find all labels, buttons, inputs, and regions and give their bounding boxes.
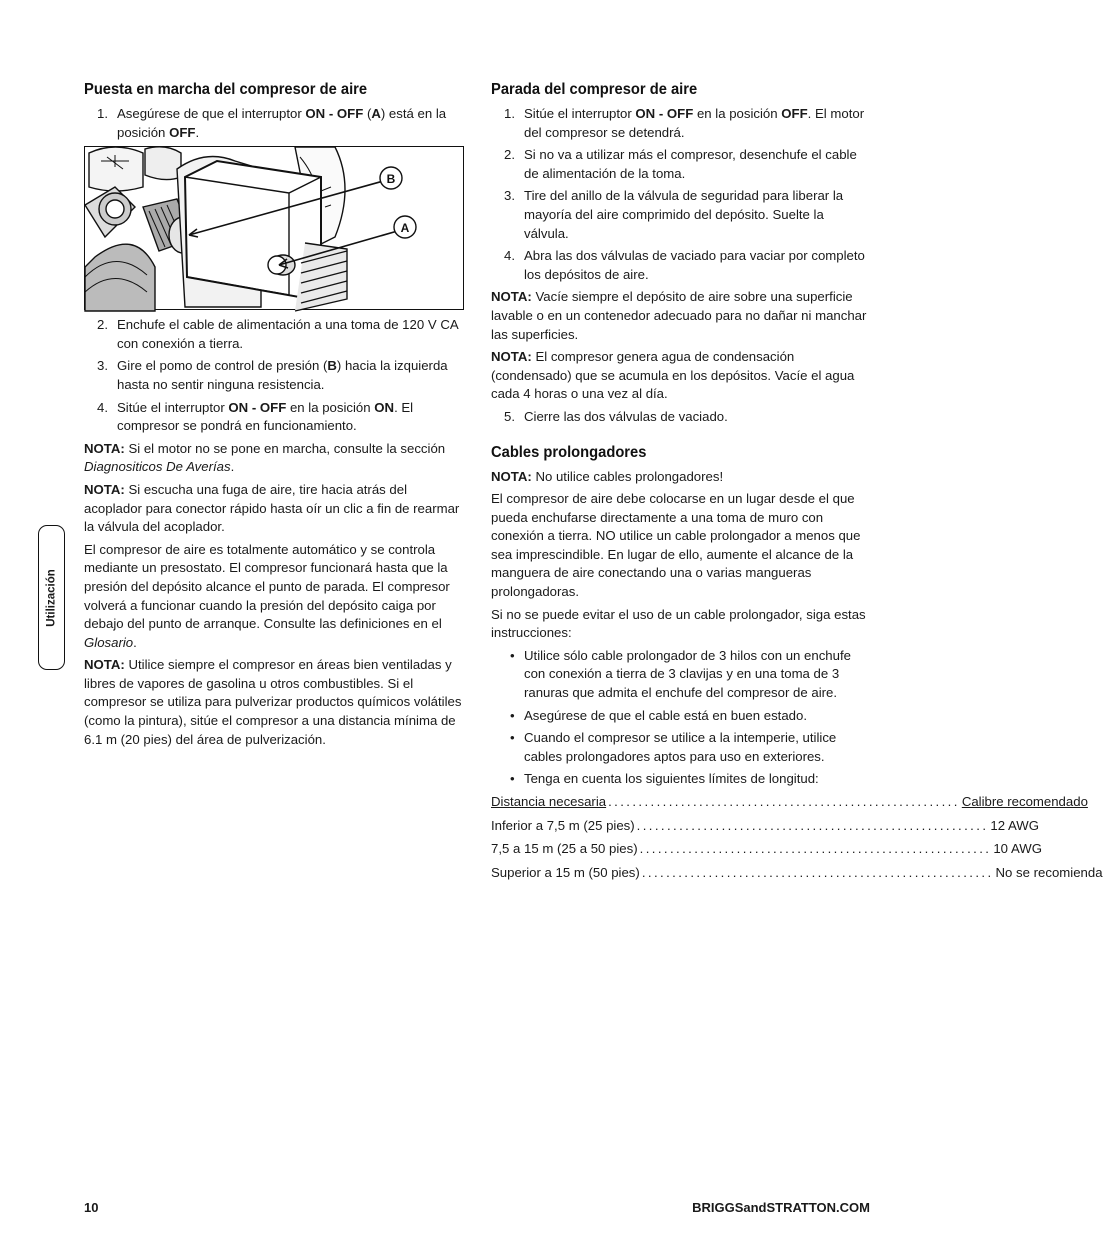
table-row: Inferior a 7,5 m (25 pies) .......................................................... 12 AWG <box>491 817 1040 833</box>
stop-step-3: 3. Tire del anillo de la válvula de seguridad para liberar la mayoría del aire comprimido del depósito. Suelte la válvula. <box>504 188 844 241</box>
callout-label-b: B <box>386 172 396 187</box>
step-number: 1. <box>504 106 515 121</box>
stop-step-4: 4. Abra las dos válvulas de vaciado para vaciar por completo los depósitos de aire. <box>504 248 865 282</box>
cord-length-table <box>491 793 1103 888</box>
table-header-row: Distancia necesaria .......................................................... Calibre recomendado <box>491 793 861 817</box>
stop-step-2: 2. Si no va a utilizar más el compresor, desenchufe el cable de alimentación de la toma. <box>504 147 857 181</box>
right-column <box>491 80 1103 888</box>
step-number: 4. <box>97 399 108 415</box>
footer-website: BRIGGSandSTRATTON.COM <box>692 1200 870 1215</box>
stop-heading: Parada del compresor de aire <box>491 81 698 98</box>
note-condensation: NOTA: El compresor genera agua de condensación (condensado) que se acumula en los depósitos. Vacíe el agua cada 4 horas o una vez al día. <box>491 349 855 402</box>
step-number: 3. <box>504 188 515 204</box>
side-tab-label: Utilización <box>45 568 58 627</box>
paragraph-placement: El compresor de aire debe colocarse en un lugar desde el que pueda enchufarse directamente a una toma de muro con conexión a tierra. NO utilice un cable prolongador a menos que sea imprescindible. En lugar de ello, aumente el alcance de la manguera de aire conectando una o varias mangueras prolongadoras. <box>491 491 861 600</box>
step-number: 4. <box>504 248 515 264</box>
stop-step-1: 1. Sitúe el interruptor ON - OFF en la posición OFF. El motor del compresor se detendrá. <box>504 106 865 140</box>
step-number: 2. <box>97 317 108 333</box>
header-distance: Distancia necesaria <box>491 794 607 809</box>
paragraph-instructions-intro: Si no se puede evitar el uso de un cable prolongador, siga estas instrucciones: <box>491 606 866 641</box>
step-number: 1. <box>97 106 108 121</box>
extension-cords-heading: Cables prolongadores <box>491 443 647 461</box>
startup-step-1: 1. Asegúrese de que el interruptor ON - OFF (A) está en la posición OFF. <box>97 106 447 140</box>
note-motor-not-starting: NOTA: Si el motor no se pone en marcha, consulte la sección Diagnositicos De Averías. <box>84 440 446 475</box>
troubleshooting-reference: Diagnositicos De Averías <box>84 459 231 475</box>
note-drain-surface: NOTA: Vacíe siempre el depósito de aire sobre una superficie lavable o en un contenedor adecuado para no dañar ni manchar las superficies. <box>491 289 867 342</box>
paragraph-automatic-operation: El compresor de aire es totalmente automático y se controla mediante un presostato. El compresor funcionará hasta que la presión del depósito alcance el punto de parada. El compresor volverá a funcionar cuando la presión del depósito caiga por debajo del punto de arranque. Consulte las definiciones en el Glosario. <box>84 541 450 650</box>
callout-label-a: A <box>400 221 410 236</box>
note-air-leak: NOTA: Si escucha una fuga de aire, tire hacia atrás del acoplador para conector rápido hasta oír un clic a fin de rearmar la válvula del acoplador. <box>84 481 460 535</box>
startup-step-3: 3. Gire el pomo de control de presión (B) hacia la izquierda hasta no sentir ninguna resistencia. <box>97 358 448 392</box>
step-number: 5. <box>504 408 515 424</box>
table-row: Superior a 15 m (50 pies) .......................................................... No se recomienda <box>491 865 1103 881</box>
compressor-control-illustration <box>84 146 464 310</box>
step-number: 2. <box>504 147 515 163</box>
startup-heading: Puesta en marcha del compresor de aire <box>84 81 368 98</box>
bullet-item: • Tenga en cuenta los siguientes límites de longitud: <box>510 771 819 787</box>
note-no-extension-cords: NOTA: No utilice cables prolongadores! <box>491 468 724 484</box>
bullet-item: • Cuando el compresor se utilice a la intemperie, utilice cables prolongadores aptos para uso en exteriores. <box>510 730 837 764</box>
bullet-item: • Asegúrese de que el cable está en buen estado. <box>510 707 808 723</box>
left-column <box>84 80 466 753</box>
glossary-reference: Glosario <box>84 634 134 650</box>
section-side-tab <box>38 525 65 670</box>
bullet-item: • Utilice sólo cable prolongador de 3 hilos con un enchufe con conexión a tierra de 3 clavijas y en una toma de 3 ranuras que admita el enchufe del compresor de aire. <box>510 647 851 701</box>
note-ventilation: NOTA: Utilice siempre el compresor en áreas bien ventiladas y libres de vapores de gasolina u otros combustibles. Si el compresor se utiliza para pulverizar productos químicos volátiles (como la pintura), sitúe el compresor a una distancia mínima de 6.1 m (20 pies) del área de pulverización. <box>84 657 462 747</box>
table-row: 7,5 a 15 m (25 a 50 pies) .......................................................... 10 AWG <box>491 841 1042 857</box>
step-number: 3. <box>97 358 108 374</box>
stop-step-5: 5. Cierre las dos válvulas de vaciado. <box>491 408 871 427</box>
page-number: 10 <box>84 1200 99 1215</box>
startup-step-2: 2. Enchufe el cable de alimentación a una toma de 120 V CA con conexión a tierra. <box>97 317 458 351</box>
header-gauge: Calibre recomendado <box>961 794 1088 809</box>
startup-step-4: 4. Sitúe el interruptor ON - OFF en la posición ON. El compresor se pondrá en funcionamiento. <box>97 399 414 434</box>
